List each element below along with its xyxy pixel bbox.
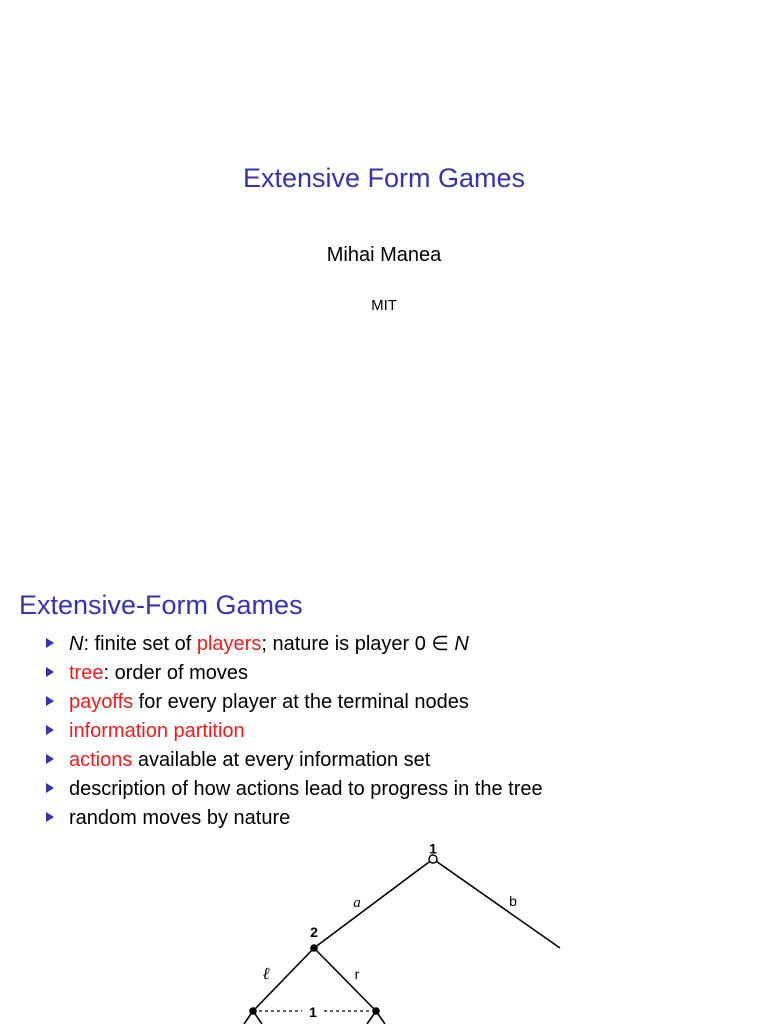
action-a-label: a [353,895,361,911]
bullet-triangle-icon [46,725,54,735]
bullet-triangle-icon [46,754,54,764]
node2-label: 2 [310,924,318,940]
bullet-list [46,630,543,833]
decision-node [249,1007,257,1015]
presentation-title: Extensive Form Games [242,163,526,193]
bullet-triangle-icon [46,812,54,822]
bullet-triangle-icon [46,667,54,677]
affiliation: MIT [371,297,397,314]
bullet-item: random moves by nature [46,804,543,833]
bullet-triangle-icon [46,638,54,648]
highlight-term: tree [69,662,104,684]
bullet-triangle-icon [46,696,54,706]
decision-node [372,1007,380,1015]
edge-r [314,948,376,1011]
edge-b [433,859,560,948]
highlight-term: actions [69,749,133,771]
bullet-item: tree: order of moves [46,659,543,688]
highlight-term: information partition [69,720,245,742]
bullet-item: description of how actions lead to progress in the tree [46,775,543,804]
bullet-item: payoffs for every player at the terminal nodes [46,688,543,717]
highlight-term: payoffs [69,691,134,713]
author-name: Mihai Manea [326,244,442,266]
slide-title: Extensive-Form Games [19,590,303,620]
player2-node [310,944,318,952]
edge-a [314,859,433,948]
highlight-term: players [196,633,262,655]
bullet-item [46,717,543,746]
content-slide [0,560,768,1024]
bullet-item: N: finite set of players; nature is player 0 ∈ N [46,630,543,659]
action-l-label: ℓ [262,964,270,983]
bullet-item: actions available at every information set [46,746,543,775]
root-label: 1 [429,840,437,857]
infoset-label: 1 [309,1004,317,1020]
bullet-triangle-icon [46,783,54,793]
game-tree-diagram [0,840,768,1024]
action-b-label: b [509,893,517,909]
action-r-label: r [354,966,360,982]
